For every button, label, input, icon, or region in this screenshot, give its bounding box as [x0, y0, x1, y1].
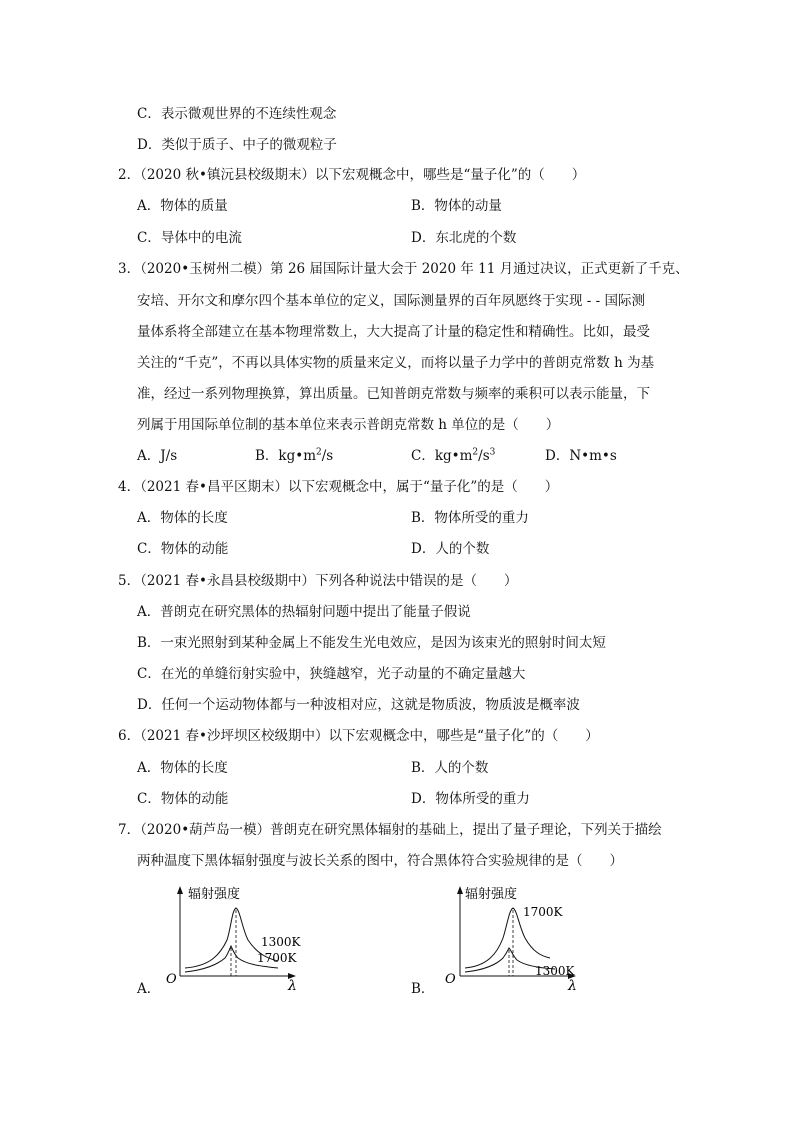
q6-option-c: C．物体的动能: [137, 791, 229, 807]
q3-stem-line-2: 安培、开尔文和摩尔四个基本单位的定义，国际测量界的百年夙愿终于实现 - - 国际测: [137, 293, 645, 309]
figure-b: [405, 880, 595, 995]
figure-a-curve-high-label: 1300K: [261, 935, 301, 949]
q7-stem-line-2: 两种温度下黑体辐射强度与波长关系的图中，符合黑体符合实验规律的是（ ）: [137, 853, 623, 869]
q3-stem-line-3: 量体系将全部建立在基本物理常数上，大大提高了计量的稳定性和精确性。比如，最受: [137, 324, 650, 340]
q6-option-d: D．物体所受的重力: [411, 791, 530, 807]
figure-a-origin: O: [166, 972, 177, 987]
figure-b-y-label: 辐射强度: [465, 887, 518, 902]
q1-option-d: D．类似于质子、中子的微观粒子: [137, 137, 337, 153]
q5-stem: 5．（2021 春•永昌县校级期中）下列各种说法中错误的是（ ）: [118, 573, 518, 589]
q2-option-c: C．导体中的电流: [137, 230, 242, 246]
q3-option-d: D．N•m•s: [545, 448, 617, 464]
figure-a: [130, 880, 320, 995]
figure-b-option-label: B．: [411, 981, 435, 997]
q4-option-a: A．物体的长度: [137, 510, 228, 526]
q5-option-d: D．任何一个运动物体都与一种波相对应，这就是物质波，物质波是概率波: [137, 697, 580, 713]
q5-option-a: A．普朗克在研究黑体的热辐射问题中提出了能量子假说: [137, 604, 471, 620]
q3-stem-line-4: 关注的“千克”，不再以具体实物的质量来定义，而将以量子力学中的普朗克常数 h 为基: [137, 355, 655, 371]
figure-b-y-arrow: [457, 886, 463, 894]
figure-a-curve-low-label: 1700K: [257, 951, 297, 965]
figure-b-curve-low-label: 1300K: [535, 964, 575, 978]
figure-b-origin: O: [445, 972, 456, 987]
q3-option-a: A．J/s: [137, 448, 178, 464]
q6-option-b: B．人的个数: [411, 760, 489, 776]
q5-option-c: C．在光的单缝衍射实验中，狭缝越窄，光子动量的不确定量越大: [137, 666, 526, 682]
q2-option-b: B．物体的动量: [411, 198, 502, 214]
q4-option-c: C．物体的动能: [137, 541, 229, 557]
q6-stem: 6．（2021 春•沙坪坝区校级期中）以下宏观概念中，哪些是“量子化”的（ ）: [118, 728, 599, 744]
q7-stem-line-1: 7．（2020•葫芦岛一模）普朗克在研究黑体辐射的基础上，提出了量子理论，下列关于描绘: [118, 822, 662, 838]
figure-a-y-label: 辐射强度: [188, 887, 241, 902]
figure-b-x-label: λ: [568, 978, 577, 994]
q3-stem-line-6: 列属于用国际单位制的基本单位来表示普朗克常数 h 单位的是（ ）: [137, 417, 560, 433]
q4-stem: 4．（2021 春•昌平区期末）以下宏观概念中，属于“量子化”的是（ ）: [118, 479, 559, 495]
q4-option-b: B．物体所受的重力: [411, 510, 529, 526]
figure-a-plot: [130, 880, 320, 995]
q5-option-b: B．一束光照射到某种金属上不能发生光电效应，是因为该束光的照射时间太短: [137, 635, 606, 651]
q4-option-d: D．人的个数: [411, 541, 490, 557]
q1-option-c: C．表示微观世界的不连续性观念: [137, 106, 337, 122]
q3-stem-line-1: 3．（2020•玉树州二模）第 26 届国际计量大会于 2020 年 11 月通过决议，正式更新了千克、: [118, 261, 689, 277]
figure-b-curve-high-label: 1700K: [523, 905, 563, 919]
q2-option-d: D．东北虎的个数: [411, 230, 517, 246]
q3-stem-line-5: 准，经过一系列物理换算，算出质量。已知普朗克常数与频率的乘积可以表示能量，下: [137, 386, 650, 402]
figure-b-plot: [405, 880, 595, 995]
q2-stem: 2．（2020 秋•镇沅县校级期末）以下宏观概念中，哪些是“量子化”的（ ）: [118, 167, 586, 183]
q3-option-c: C．$kg•m^2/s^3$: [411, 447, 496, 464]
figure-a-y-arrow: [177, 886, 183, 894]
figure-a-option-label: A．: [137, 981, 161, 997]
q3-option-b: B．$kg•m^2/s$: [255, 447, 334, 464]
q6-option-a: A．物体的长度: [137, 760, 228, 776]
figure-a-x-label: λ: [288, 978, 297, 994]
q2-option-a: A．物体的质量: [137, 198, 228, 214]
